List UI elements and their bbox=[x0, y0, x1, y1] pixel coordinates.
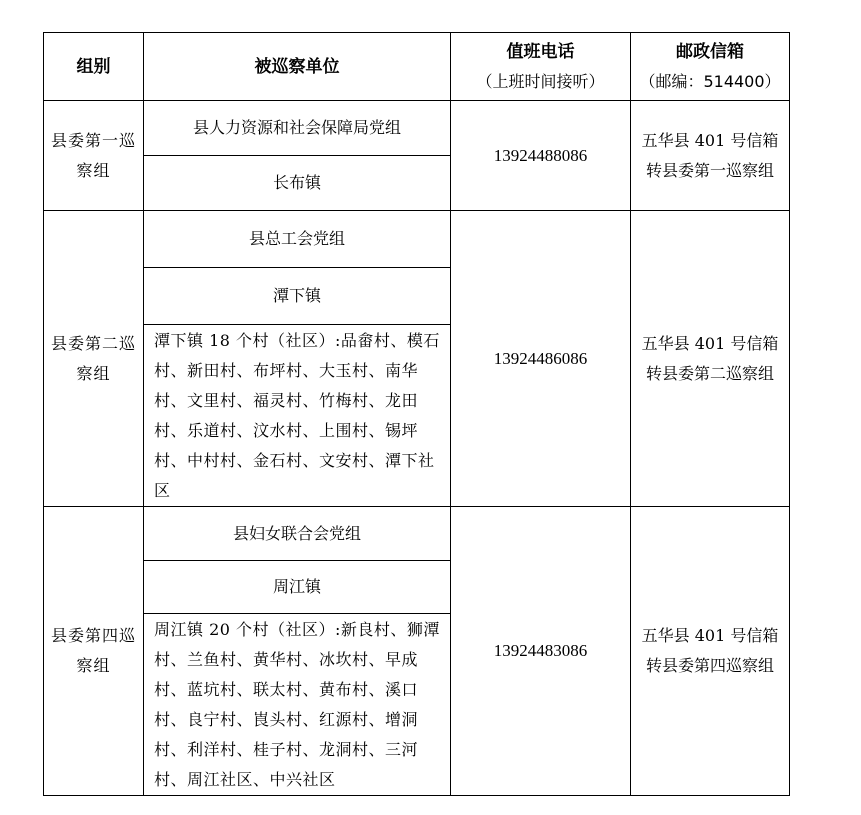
group-name: 县委第一巡察组 bbox=[44, 101, 144, 211]
village-list-cell: 潭下镇 18 个村（社区）:品畲村、模石村、新田村、布坪村、大玉村、南华村、文里村、福灵村、竹梅村、龙田村、乐道村、汶水村、上围村、锡坪村、中村村、金石村、文安村、潭下社区 bbox=[144, 325, 451, 507]
unit-cell: 潭下镇 bbox=[144, 268, 451, 325]
unit-cell: 县人力资源和社会保障局党组 bbox=[144, 101, 451, 156]
group-name: 县委第二巡察组 bbox=[44, 211, 144, 507]
phone-cell: 13924483086 bbox=[451, 507, 631, 796]
header-phone-note: （上班时间接听） bbox=[476, 71, 605, 91]
table-row bbox=[44, 101, 790, 156]
header-row bbox=[44, 33, 790, 101]
header-phone-title: 值班电话 bbox=[506, 41, 575, 62]
group-name: 县委第四巡察组 bbox=[44, 507, 144, 796]
header-group: 组别 bbox=[44, 33, 144, 101]
mail-cell: 五华县 401 号信箱转县委第二巡察组 bbox=[631, 211, 790, 507]
header-mail-note: （邮编：514400） bbox=[639, 71, 781, 91]
unit-cell: 县妇女联合会党组 bbox=[144, 507, 451, 561]
mail-cell: 五华县 401 号信箱转县委第一巡察组 bbox=[631, 101, 790, 211]
inspection-table bbox=[43, 32, 790, 796]
table-row bbox=[44, 507, 790, 561]
unit-cell: 县总工会党组 bbox=[144, 211, 451, 268]
header-mail bbox=[631, 33, 790, 101]
phone-cell: 13924486086 bbox=[451, 211, 631, 507]
unit-cell: 长布镇 bbox=[144, 156, 451, 211]
table-row bbox=[44, 211, 790, 268]
village-list-cell: 周江镇 20 个村（社区）:新良村、狮潭村、兰鱼村、黄华村、冰坎村、早成村、蓝坑村、联太村、黄布村、溪口村、良宁村、崀头村、红源村、增洞村、利洋村、桂子村、龙洞村、三河村、周江社区、中兴社区 bbox=[144, 614, 451, 796]
header-unit: 被巡察单位 bbox=[144, 33, 451, 101]
mail-cell: 五华县 401 号信箱转县委第四巡察组 bbox=[631, 507, 790, 796]
unit-cell: 周江镇 bbox=[144, 561, 451, 614]
header-mail-title: 邮政信箱 bbox=[676, 41, 744, 62]
phone-cell: 13924488086 bbox=[451, 101, 631, 211]
header-phone bbox=[451, 33, 631, 101]
